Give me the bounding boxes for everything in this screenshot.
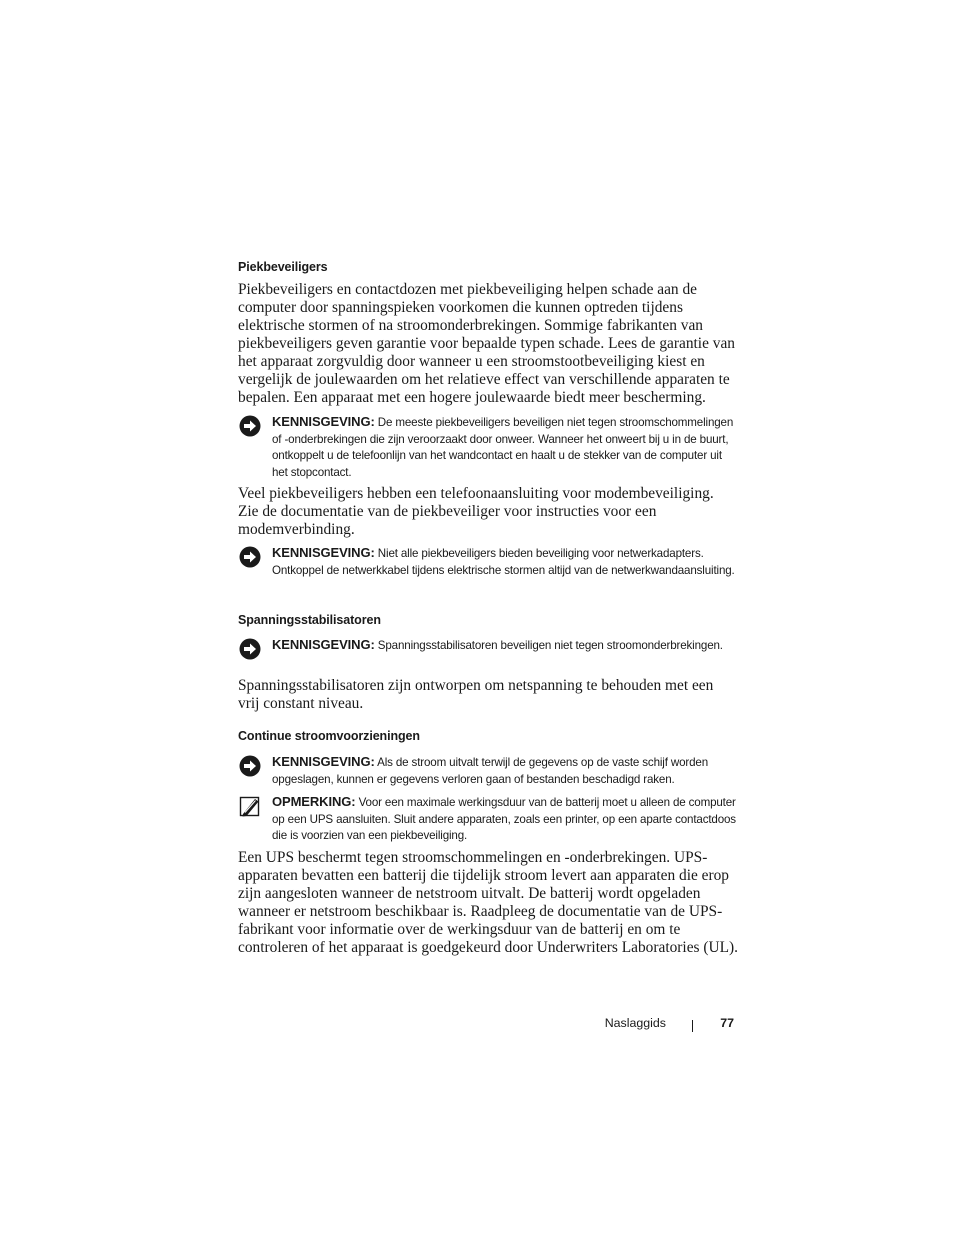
- paragraph-ups: Een UPS beschermt tegen stroomschommelingen en -onderbrekingen. UPS-apparaten bevatten een batterij die tijdelijk stroom levert aan apparaten die erop zijn aangesloten wanneer de netstroom uitvalt. De batterij wordt opgeladen wanneer er netstroom beschikbaar is. Raadpleeg de documentatie van de UPS-fabrikant voor informatie over de werkingsduur van de batterij en om te controleren of het apparaat is goedgekeurd door Underwriters Laboratories (UL).: [238, 849, 738, 956]
- paragraph-modem: Veel piekbeveiligers hebben een telefoonaansluiting voor modembeveiliging. Zie de documentatie van de piekbeveiliger voor instructies voor een modemverbinding.: [238, 485, 714, 538]
- notice-arrow-icon: [239, 638, 261, 660]
- footer-title: Naslaggids: [604, 1016, 666, 1030]
- footer-separator: [692, 1020, 693, 1032]
- note-label: OPMERKING:: [272, 794, 356, 809]
- page-footer: [238, 1016, 734, 1034]
- notice-text: Spanningsstabilisatoren beveiligen niet tegen stroomonderbrekingen.: [374, 639, 723, 652]
- notice-block: [238, 637, 736, 655]
- notice-arrow-icon: [239, 546, 261, 568]
- notice-label: KENNISGEVING:: [272, 754, 375, 769]
- notice-label: KENNISGEVING:: [272, 414, 375, 429]
- paragraph-spanningsstabilisatoren: Spanningsstabilisatoren zijn ontworpen om netspanning te behouden met een vrij constant niveau.: [238, 677, 714, 712]
- note-text: Voor een maximale werkingsduur van de batterij moet u alleen de computer op een UPS aansluiten. Sluit andere apparaten, zoals een printer, op een aparte contactdoos die is voorzien van een piekbeveiliging.: [272, 796, 736, 843]
- heading-spanningsstabilisatoren: Spanningsstabilisatoren: [238, 613, 381, 627]
- heading-continue-stroomvoorzieningen: Continue stroomvoorzieningen: [238, 729, 420, 743]
- notice-arrow-icon: [239, 415, 261, 437]
- notice-text: Als de stroom uitvalt terwijl de gegevens op de vaste schijf worden opgeslagen, kunnen er gegevens verloren gaan of bestanden beschadigd raken.: [272, 756, 709, 786]
- notice-label: KENNISGEVING:: [272, 545, 375, 560]
- notice-block: [238, 545, 736, 579]
- notice-block: [238, 754, 736, 788]
- notice-label: KENNISGEVING:: [272, 637, 375, 652]
- notice-text: De meeste piekbeveiligers beveiligen niet tegen stroomschommelingen of -onderbrekingen die zijn veroorzaakt door onweer. Wanneer het onweert bij u in de buurt, ontkoppelt u de telefoonlijn van het wandcontact en haalt u de stekker van de computer uit het stopcontact.: [272, 416, 734, 479]
- notice-block: [238, 414, 736, 481]
- paragraph-piekbeveiligers-intro: Piekbeveiligers en contactdozen met piekbeveiliging helpen schade aan de computer door spanningspieken voorkomen die kunnen optreden tijdens elektrische stormen of na stroomonderbrekingen. Sommige fabrikanten van piekbeveiligers geven garantie voor bepaalde typen schade. Lees de garantie van het apparaat zorgvuldig door wanneer u een stroomstootbeveiliging kiest en vergelijk de joulewaarden om het relatieve effect van verschillende apparaten te bepalen. Een apparaat met een hogere joulewaarde biedt meer bescherming.: [238, 281, 735, 406]
- page-number: 77: [720, 1016, 734, 1030]
- note-pencil-icon: [239, 795, 261, 817]
- heading-piekbeveiligers: Piekbeveiligers: [238, 260, 328, 274]
- notice-text: Niet alle piekbeveiligers bieden beveiliging voor netwerkadapters. Ontkoppel de netwerkkabel tijdens elektrische stormen altijd van de netwerkwandaansluiting.: [272, 547, 735, 577]
- notice-arrow-icon: [239, 755, 261, 777]
- note-block: [238, 794, 736, 845]
